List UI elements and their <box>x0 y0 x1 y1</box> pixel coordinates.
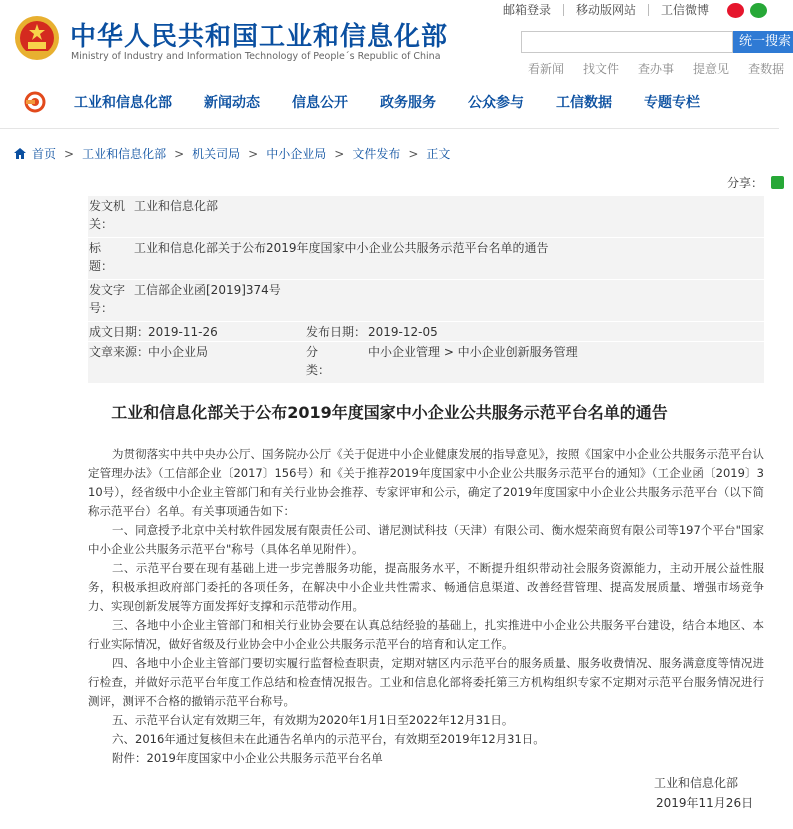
nav-item-data[interactable]: 工信数据 <box>556 95 612 111</box>
national-emblem-icon <box>14 13 60 63</box>
meta-title: 工业和信息化部关于公布2019年度国家中小企业公共服务示范平台名单的通告 <box>134 241 549 255</box>
meta-issuer-label: 发文机关： <box>89 199 126 231</box>
breadcrumb-sme-bureau[interactable]: 中小企业局 <box>266 147 327 161</box>
site-subtitle: Ministry of Industry and Information Technology of People´s Republic of China <box>71 51 441 62</box>
nav-item-services[interactable]: 政务服务 <box>380 95 436 111</box>
nav-item-news[interactable]: 新闻动态 <box>204 95 260 111</box>
breadcrumb-documents[interactable]: 文件发布 <box>352 147 401 161</box>
nav-item-miit[interactable]: 工业和信息化部 <box>74 95 172 111</box>
main-nav <box>0 86 779 118</box>
article-paragraph: 五、示范平台认定有效期三年，有效期为2020年1月1日至2022年12月31日。 <box>112 713 514 727</box>
search-input[interactable] <box>521 31 733 53</box>
home-icon <box>14 148 26 159</box>
wechat-share-icon[interactable] <box>771 176 784 189</box>
article-body <box>88 445 764 768</box>
meta-row-issuer <box>88 196 764 238</box>
article-paragraph: 一、同意授予北京中关村软件园发展有限责任公司、谱尼测试科技（天津）有限公司、衡水煜荣商贸有限公司等197个平台"国家中小企业公共服务示范平台"称号（具体名单见附件）。 <box>88 523 764 556</box>
breadcrumb-separator: > <box>174 146 185 161</box>
breadcrumb-separator: > <box>248 146 259 161</box>
nav-item-topics[interactable]: 专题专栏 <box>644 95 700 111</box>
weibo-icon[interactable] <box>727 3 744 18</box>
article-paragraph: 六、2016年通过复核但未在此通告名单内的示范平台，有效期至2019年12月31日。 <box>112 732 545 746</box>
meta-category-label: 分 类： <box>306 345 343 377</box>
meta-row-title <box>88 238 764 280</box>
signature-org: 工业和信息化部 <box>654 776 739 790</box>
meta-source-label: 文章来源： <box>89 345 150 359</box>
meta-category: 中小企业管理 > 中小企业创新服务管理 <box>368 345 578 359</box>
quick-link-services[interactable]: 查办事 <box>638 62 675 76</box>
weibo-link[interactable]: 工信微博 <box>660 3 709 17</box>
breadcrumb-miit[interactable]: 工业和信息化部 <box>82 147 167 161</box>
meta-issuer: 工业和信息化部 <box>134 199 219 213</box>
search-button[interactable]: 统一搜索 <box>733 31 793 53</box>
top-links <box>491 2 767 18</box>
article-paragraph: 二、示范平台要在现有基础上进一步完善服务功能，提高服务水平，不断提升组织带动社会服务资源能力，主动开展公益性服务，积极承担政府部门委托的各项任务，在解决中小企业共性需求、畅通信息渠道、改善经营管理、提高发展质量、增强市场竞争力、实现创新发展等方面发挥好支撑和示范带动作用。 <box>88 561 764 613</box>
attachment-link[interactable]: 附件：2019年度国家中小企业公共服务示范平台名单 <box>112 751 383 765</box>
share-bar <box>727 174 784 191</box>
mail-login-link[interactable]: 邮箱登录 <box>491 4 564 16</box>
meta-row-source <box>88 342 764 384</box>
breadcrumb-separator: > <box>408 146 419 161</box>
meta-source: 中小企业局 <box>148 345 209 359</box>
meta-pubdate: 2019-12-05 <box>368 325 438 339</box>
meta-row-dates <box>88 322 764 342</box>
signature-date: 2019年11月26日 <box>656 796 754 810</box>
article-title: 工业和信息化部关于公布2019年度国家中小企业公共服务示范平台名单的通告 <box>111 403 668 422</box>
site-title[interactable]: 中华人民共和国工业和信息化部 <box>70 22 449 52</box>
site-header <box>0 0 792 80</box>
article-paragraph: 三、各地中小企业主管部门和相关行业协会要在认真总结经验的基础上，扎实推进中小企业公共服务平台建设，结合本地区、本行业实际情况，做好省级及行业协会中小企业公共服务示范平台的培育和认定工作。 <box>88 618 764 651</box>
quick-link-feedback[interactable]: 提意见 <box>693 62 730 76</box>
signature-block <box>654 773 753 813</box>
document-meta <box>88 196 764 384</box>
nav-item-info[interactable]: 信息公开 <box>292 95 348 111</box>
share-label: 分享： <box>727 176 764 190</box>
breadcrumb <box>14 145 450 162</box>
article-paragraph: 四、各地中小企业主管部门要切实履行监督检查职责，定期对辖区内示范平台的服务质量、服务收费情况、服务满意度等情况进行检查，并做好示范平台年度工作总结和检查情况报告。工业和信息化部将委托第三方机构组织专家不定期对示范平台服务情况进行测评，测评不合格的撤销示范平台称号。 <box>88 656 764 708</box>
meta-row-docno <box>88 280 764 322</box>
quick-link-news[interactable]: 看新闻 <box>528 62 565 76</box>
meta-docno: 工信部企业函[2019]374号 <box>134 283 281 297</box>
article-paragraph: 为贯彻落实中共中央办公厅、国务院办公厅《关于促进中小企业健康发展的指导意见》，按照《国家中小企业公共服务示范平台认定管理办法》（工信部企业〔2017〕156号）和《关于推荐2019年度国家中小企业公共服务示范平台的通知》（工企业函〔2019〕310号），经省级中小企业主管部门和有关行业协会推荐、专家评审和公示，确定了2019年度国家中小企业公共服务示范平台（以下简称示范平台）名单。有关事项通告如下： <box>88 447 764 518</box>
quick-link-files[interactable]: 找文件 <box>583 62 620 76</box>
breadcrumb-separator: > <box>334 146 345 161</box>
breadcrumb-departments[interactable]: 机关司局 <box>192 147 241 161</box>
quick-links <box>528 60 784 77</box>
meta-date-label: 成文日期： <box>89 325 150 339</box>
meta-title-label: 标 题： <box>89 241 126 273</box>
nav-item-public[interactable]: 公众参与 <box>468 95 524 111</box>
quick-link-data[interactable]: 查数据 <box>748 62 785 76</box>
wechat-icon[interactable] <box>750 3 767 18</box>
breadcrumb-current: 正文 <box>426 147 451 161</box>
nav-divider <box>0 128 779 129</box>
mobile-site-link[interactable]: 移动版网站 <box>564 4 649 16</box>
meta-docno-label: 发文字号： <box>89 283 126 315</box>
meta-pubdate-label: 发布日期： <box>306 325 367 339</box>
home-logo-icon[interactable] <box>24 91 46 113</box>
breadcrumb-home[interactable]: 首页 <box>32 147 57 161</box>
breadcrumb-separator: > <box>64 146 75 161</box>
meta-date: 2019-11-26 <box>148 325 218 339</box>
